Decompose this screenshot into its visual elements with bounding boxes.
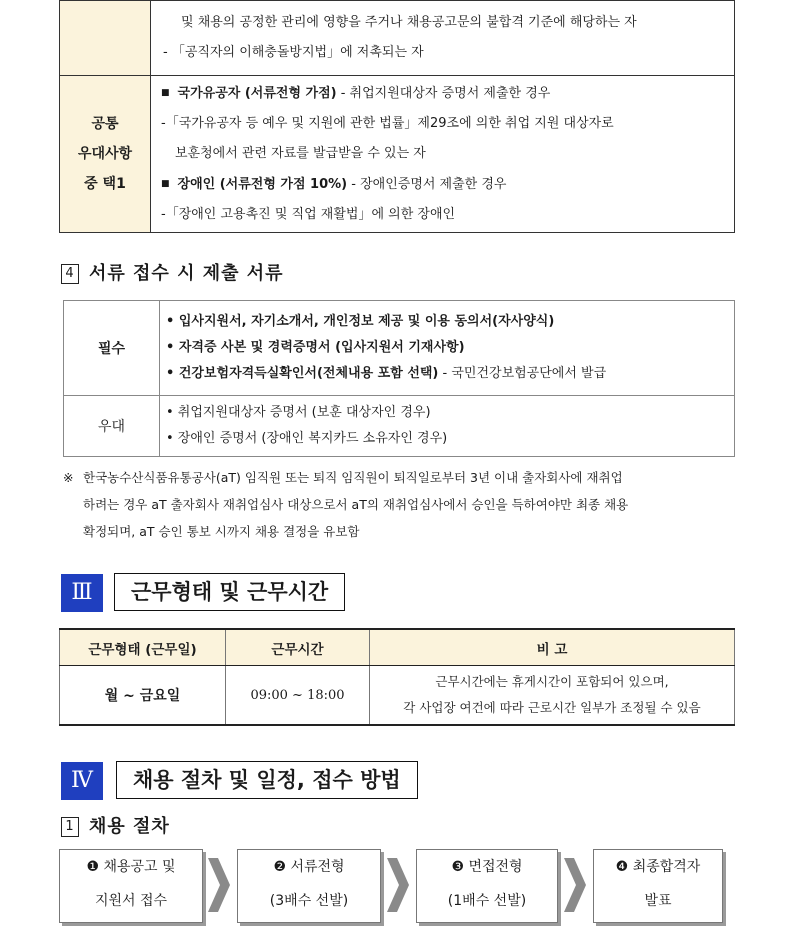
remarks-cell: 근무시간에는 휴게시간이 포함되어 있으며, 각 사업장 여건에 따라 근로시간 일부가 조정될 수 있음 [370,666,735,726]
column-header: 근무형태 (근무일) [60,629,226,666]
list-item: • 자격증 사본 및 경력증명서 (입사지원서 기재사항) [166,340,465,355]
table-row [60,1,735,76]
note-mark: ※ [63,470,74,485]
category-cell-empty [60,1,151,76]
disqualification-line: 및 채용의 공정한 관리에 영향을 주거나 채용공고문의 불합격 기준에 해당하는 자 [181,15,637,30]
required-label: 필수 [64,301,160,396]
arrow-right-icon [564,858,586,912]
roman-numeral-badge: Ⅲ [61,574,103,612]
note-line: 확정되며, aT 승인 통보 시까지 채용 결정을 유보함 [83,524,360,539]
process-step-1: ❶ 채용공고 및 지원서 접수 [59,849,203,923]
subsection-heading [61,812,170,838]
step-number: ❶ [86,859,100,875]
note-line: 하려는 경우 aT 출자회사 재취업심사 대상으로서 aT의 재취업심사에서 승인을 득하여야만 최종 채용 [83,497,629,512]
list-item-sub: 보훈청에서 관련 자료를 발급받을 수 있는 자 [175,146,426,161]
step-number: ❹ [615,859,629,875]
section-number-box: 1 [61,817,79,837]
section-heading [61,259,284,285]
required-docs-cell [160,301,735,396]
process-step-2: ❷ 서류전형 (3배수 선발) [237,849,381,923]
section-title: 근무형태 및 근무시간 [114,573,345,611]
preferred-docs-cell [160,396,735,457]
documents-table [63,300,735,457]
column-header: 근무시간 [226,629,370,666]
list-item: • 입사지원서, 자기소개서, 개인정보 제공 및 이용 동의서(자사양식) [166,314,555,329]
list-item: • 건강보험자격득실확인서(전체내용 포함 선택) - 국민건강보험공단에서 발급 [166,366,607,381]
step-number: ❷ [273,859,286,875]
disqualification-cell [151,1,735,76]
section-title: 서류 접수 시 제출 서류 [89,263,284,284]
process-step-3: ❸ 면접전형 (1배수 선발) [416,849,558,923]
list-item: • 취업지원대상자 증명서 (보훈 대상자인 경우) [166,405,431,420]
table-row [64,396,735,457]
arrow-right-icon [208,858,230,912]
work-hours-table [59,628,735,726]
note-line: 한국농수산식품유통공사(aT) 임직원 또는 퇴직 임직원이 퇴직일로부터 3년 이내 출자회사에 재취업 [83,470,623,485]
qualification-table [59,0,735,233]
section-number-box: 4 [61,264,79,284]
section-title: 채용 절차 및 일정, 접수 방법 [116,761,418,799]
preference-cell [151,76,735,233]
list-item: ■ 장애인 (서류전형 가점 10%) - 장애인증명서 제출한 경우 [161,177,507,192]
table-row [60,76,735,233]
preferred-label: 우대 [64,396,160,457]
note-block [83,464,628,545]
process-step-4: ❹ 최종합격자 발표 [593,849,723,923]
work-hours-cell: 09:00 ~ 18:00 [226,666,370,726]
disqualification-line: - 「공직자의 이해충돌방지법」에 저촉되는 자 [163,45,424,60]
table-row [60,666,735,726]
table-header-row [60,629,735,666]
common-preference-category: 공통 우대사항 중 택1 [60,76,151,233]
subsection-title: 채용 절차 [89,816,170,837]
arrow-right-icon [387,858,409,912]
step-number: ❸ [451,859,464,875]
list-item: ■ 국가유공자 (서류전형 가점) - 취업지원대상자 증명서 제출한 경우 [161,86,551,101]
list-item-sub: -「장애인 고용촉진 및 직업 재활법」에 의한 장애인 [161,207,456,222]
list-item-sub: -「국가유공자 등 예우 및 지원에 관한 법률」제29조에 의한 취업 지원 대상자로 [161,116,614,131]
roman-numeral-badge: Ⅳ [61,762,103,800]
list-item: • 장애인 증명서 (장애인 복지카드 소유자인 경우) [166,431,448,446]
table-row [64,301,735,396]
work-type-cell: 월 ~ 금요일 [60,666,226,726]
column-header: 비 고 [370,629,735,666]
